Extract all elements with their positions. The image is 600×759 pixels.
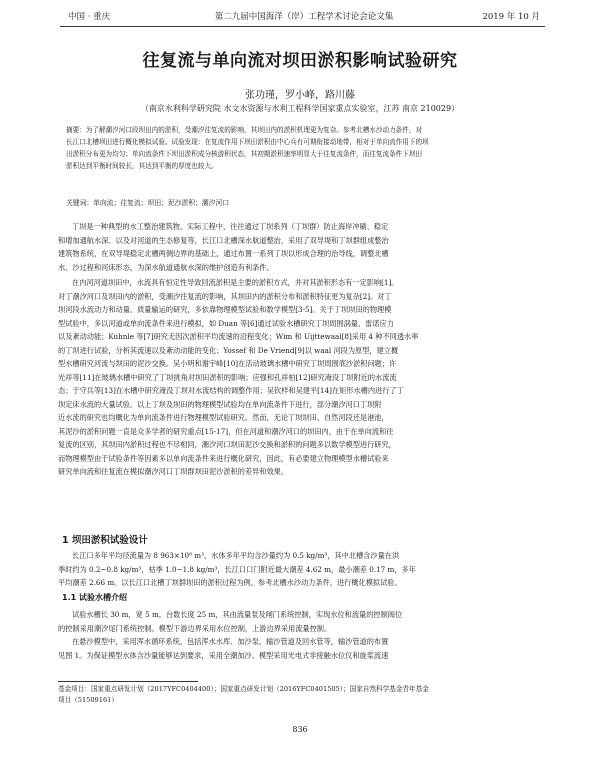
- text-line: 水、沙过程和河床形态，为深水航道通航水深的维护创造有利条件。: [58, 262, 274, 272]
- abstract-line: 淤积达到平衡时间较长，其达到平衡的厚度也较大。: [66, 162, 218, 170]
- text-line: 丁坝是一种典型的水工整治建筑物。实际工程中，往往通过丁坝系列（丁坝群）防止海岸冲刷、稳定: [72, 222, 389, 231]
- section-heading-1: 1 坝田淤积试验设计: [62, 535, 148, 546]
- text-line: 近水流的研究也均概化为单向流条件进行物理模型试验研究。然而，无论丁坝坝田、自然河段还是港池，: [58, 413, 389, 422]
- text-line: 态；于守兵等[13]在水槽中研究淹没丁坝对水流结构的调整作用；吴钦样和吴建平[14]在矩形水槽内进行了丁: [58, 386, 404, 395]
- header-rule: [60, 26, 545, 27]
- text-line: 光祥等[11]在玻璃水槽中研究了丁坝挑角对坝田淤积的影响；应强和孔祥柏[12]研究淹没丁坝附近的水流流: [58, 372, 397, 382]
- section-1-paragraph: [58, 549, 548, 590]
- text-line: 在悬沙模型中，采用浑水循环系统，包括浑水水库、加沙泵、输沙管道及回水管等，输沙管道的布置: [72, 637, 389, 646]
- abstract-line: 长江口北槽坝田进行概化模拟试验。试验发现：在复流作用下坝田淤积由中心兵有可期衔接动地带，相对于单向流作用下的坝: [66, 138, 429, 146]
- text-line: 坝定床水流的大量试验。以上丁坝及坝田的物理模型试验均在单向流条件下进行，部分潮汐河口丁坝附: [58, 399, 382, 409]
- subsection-heading-1-1: 1.1 试验水槽介绍: [62, 593, 127, 602]
- abstract-line: 摘要：为了解潮汐河口段坝田内的淤积，受潮汐往复流的影响，其坝田内的淤积机理更为复杂。参考北槽水沙动力条件，对: [66, 126, 423, 134]
- text-line: 季时约为 0.2~0.8 kg/m³，枯季 1.0~1.8 kg/m³，长江口口门附近最大潮差 4.62 m，最小潮差 0.17 m，多年: [58, 564, 416, 574]
- text-line: 长江口多年平均径流量为 8 963×10⁸ m³，水体多年平均含沙量约为 0.5 kg/m³，其中北槽含沙量在洪: [72, 551, 400, 560]
- footnote: [58, 684, 548, 706]
- text-line: 和增加通航水深、以及对河道的生态修复等，长江口北槽深水航道整治，采用了双导堤和丁坝群组成整治: [58, 235, 389, 245]
- running-head-proceedings: 第二九届中国海洋（岸）工程学术讨论会论文集: [214, 12, 394, 22]
- text-line: 型试验中，多以河道或单向流条件来进行模拟，如 Duan 等[6]通过试验水槽研究丁坝周围涡量、雷诺应力: [58, 318, 394, 328]
- page-number: 836: [292, 725, 308, 734]
- text-line: 以及紊动动能；Kuhnle 等[7]研究无因次淤积平均流速的沿程变化；Wim 和 Uijttewaal[8]采用 4 种不同透水率: [58, 332, 419, 341]
- text-line: 的控制采用潮汐尾门系统控制。模型下游边界采用水位控制，上游边界采用流量控制。: [58, 623, 332, 633]
- text-line: 对丁潮汐河口及坝田内的淤积，受潮汐往复流的影响，其坝田内的淤积分布和淤积特征更为复杂[2]。对丁: [58, 291, 392, 301]
- footnote-line: 项目（51509161）: [58, 696, 118, 704]
- text-line: 型水槽研究河流与坝田的泥沙交换。吴小明和谢宇峰[10]在活动玻璃水槽中研究丁坝周围底沙淤积问题；许: [58, 359, 397, 368]
- author-affiliation: （南京水利科学研究院 水文水资源与水利工程科学国家重点实验室，江苏 南京 210029）: [140, 104, 460, 113]
- text-line: 见图 1。为保证模型水体含沙量能够达到要求，采用全潮加沙。模型采用光电式非接触水位仪和旋桨流速: [58, 650, 389, 660]
- paper-authors: 张功瑾，罗小峰，路川藤: [245, 90, 355, 101]
- section-1-1-paragraph: [58, 608, 548, 662]
- abstract-line: 田淤积分布更为均匀；单向流条件下坝田淤积成分核游积状态，其初期淤积速率明显大于往复流条件，而往复流条件下坝田: [66, 150, 423, 158]
- text-line: 平均潮差 2.66 m。以长江口北槽丁坝群坝田的淤积过程为例，参考北槽水沙动力条件，进行概化模拟试验。: [58, 578, 402, 587]
- text-line: 试验水槽长 30 m，宽 5 m，台数长度 25 m，其由流量泵及闸门系统控制，实现水位和流量的控制阀位: [72, 610, 403, 619]
- footnote-line: 基金项目：国家重点研发计划（2017YFC0404400）；国家重点研发计划（2016YFC0401505）；国家自然科学基金青年基金: [58, 685, 429, 693]
- intro-paragraph-1: [58, 220, 548, 274]
- paper-title: 往复流与单向流对坝田淤积影响试验研究: [142, 51, 458, 71]
- running-head: [68, 10, 540, 24]
- running-head-location: 中国 · 重庆: [68, 12, 111, 22]
- text-line: 建筑物系统，在双导堤稳定北槽两侧边界的基础上，通过布置一系列丁坝以形成合理的治导线，调整北槽: [58, 249, 389, 258]
- intro-paragraph-2: [58, 276, 548, 479]
- footnote-rule: [58, 681, 198, 682]
- text-line: 而物理模型由于试验条件等因素多以单向流条件来进行概化研究，因此，有必要建立物理模型水槽试验来: [58, 453, 389, 463]
- keywords: 关键词：单向流；往复流；坝田；泥沙淤积；潮汐河口: [66, 199, 230, 207]
- text-line: 其泥沙的淤积问题一直是众多学者的研究重点[15-17]，但在河道和潮汐河口的坝田内，由于在单向流和往: [58, 426, 394, 436]
- running-head-date: 2019 年 10 月: [482, 12, 540, 22]
- text-line: 的丁坝进行试验，分析其流速以及紊动动能的变化；Yossef 和 De Vriend[9]以 waal 河段为原型，建立概: [58, 345, 399, 355]
- text-line: 坝河段水流动力和动量、质量输运的研究，多依靠物理模型试验和数学模型[3-5]。关于丁坝坝田的物理模: [58, 305, 392, 314]
- text-line: 研究单向流和往复流在模拟潮汐河口丁坝群坝田泥沙淤积的差异和效果。: [58, 467, 289, 476]
- text-line: 在内河河道坝田中，水流具有恒定性导致回流淤积是主要的淤积方式，并对其淤积形态有一定影响[1]。: [72, 278, 399, 287]
- text-line: 复流的区别，其坝田内淤积过程也不尽相同，潮汐河口坝田泥沙交换和淤积的问题多以数学模型进行研究，: [58, 440, 396, 449]
- abstract: [66, 124, 538, 172]
